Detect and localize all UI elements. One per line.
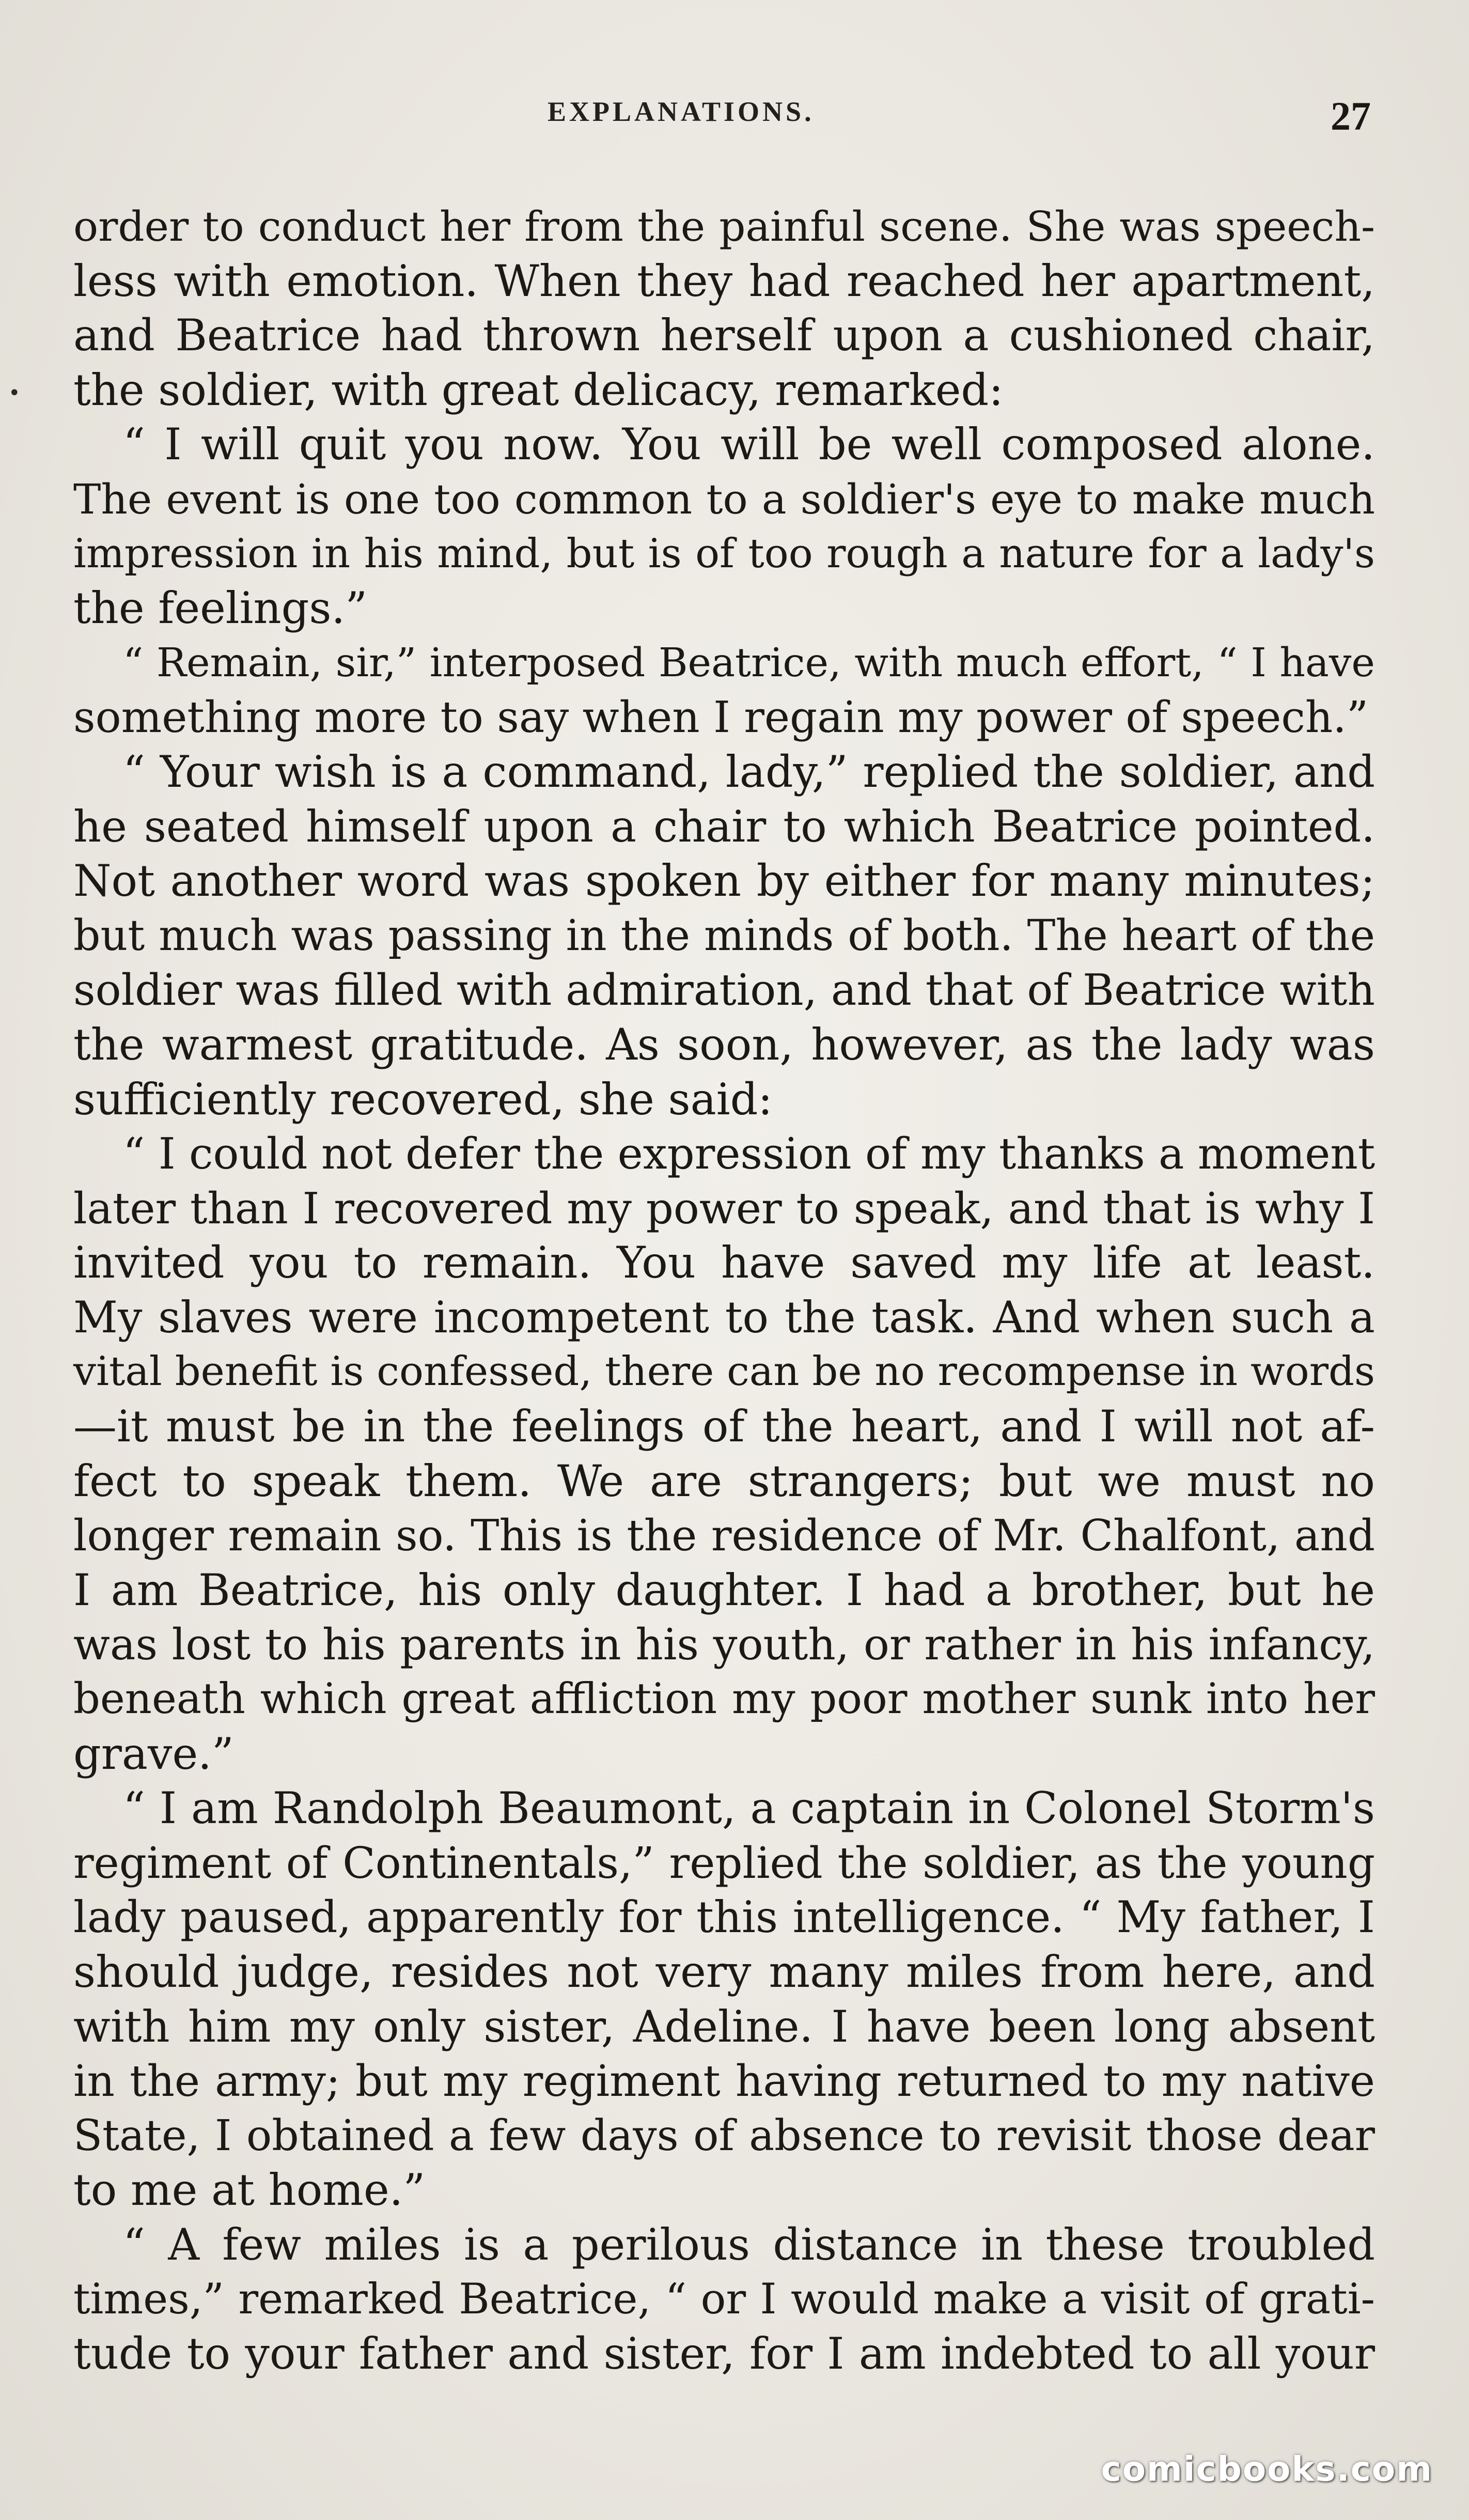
text-line: order to conduct her from the painful scene. She was speech- (73, 203, 1375, 251)
text-line: beneath which great affliction my poor mother sunk into her (73, 1675, 1375, 1724)
text-line: in the army; but my regiment having returned to my native (73, 2056, 1375, 2107)
page-number: 27 (1331, 94, 1371, 138)
body-text (73, 199, 1375, 2382)
text-line: less with emotion. When they had reached her apartment, (73, 255, 1375, 306)
text-line: the soldier, with great delicacy, remarked: (73, 364, 1004, 415)
text-line: I am Beatrice, his only daughter. I had a brother, but he (73, 1564, 1375, 1615)
text-line: the warmest gratitude. As soon, however, as the lady was (73, 1019, 1375, 1070)
text-line: fect to speak them. We are strangers; but we must no (73, 1455, 1375, 1506)
text-line: vital benefit is confessed, there can be no recompense in words (73, 1348, 1375, 1395)
running-head: EXPLANATIONS. (548, 96, 815, 127)
text-line: should judge, resides not very many miles from here, and (73, 1947, 1375, 1997)
text-line: —it must be in the feelings of the heart, and I will not af- (73, 1401, 1375, 1452)
text-line: sufficiently recovered, she said: (73, 1074, 773, 1125)
text-line: the feelings.” (73, 583, 368, 634)
text-line: longer remain so. This is the residence of Mr. Chalfont, and (73, 1511, 1375, 1561)
text-line: and Beatrice had thrown herself upon a cushioned chair, (73, 310, 1375, 361)
text-line: to me at home.” (73, 2165, 426, 2216)
text-line: “ I am Randolph Beaumont, a captain in Colonel Storm's (123, 1783, 1375, 1834)
text-line: “ I will quit you now. You will be well composed alone. (123, 419, 1375, 470)
text-line: The event is one too common to a soldier's eye to make much (73, 475, 1375, 523)
text-line: lady paused, apparently for this intelligence. “ My father, I (73, 1892, 1375, 1943)
text-line: “ A few miles is a perilous distance in these troubled (123, 2219, 1375, 2270)
text-line: he seated himself upon a chair to which Beatrice pointed. (73, 801, 1375, 852)
text-line: times,” remarked Beatrice, “ or I would make a visit of grati- (73, 2275, 1375, 2324)
text-line: later than I recovered my power to speak, and that is why I (73, 1183, 1375, 1234)
text-line: State, I obtained a few days of absence to revisit those dear (73, 2111, 1375, 2160)
text-line: soldier was filled with admiration, and that of Beatrice with (73, 965, 1375, 1016)
text-line: Not another word was spoken by either for many minutes; (73, 855, 1375, 907)
text-line: tude to your father and sister, for I am indebted to all your (73, 2328, 1375, 2379)
text-line: invited you to remain. You have saved my life at least. (73, 1237, 1375, 1288)
text-line: “ Remain, sir,” interposed Beatrice, with much effort, “ I have (123, 640, 1375, 686)
text-line: My slaves were incompetent to the task. And when such a (73, 1292, 1375, 1343)
text-line: but much was passing in the minds of both. The heart of the (73, 911, 1375, 960)
text-line: “ Your wish is a command, lady,” replied the soldier, and (123, 746, 1375, 797)
text-line: regiment of Continentals,” replied the soldier, as the young (73, 1838, 1375, 1888)
margin-mark: • (8, 381, 21, 405)
text-line: with him my only sister, Adeline. I have been long absent (73, 2001, 1375, 2052)
text-line: something more to say when I regain my power of speech.” (73, 692, 1369, 743)
text-line: grave.” (73, 1728, 234, 1779)
text-line: impression in his mind, but is of too rough a nature for a lady's (73, 530, 1375, 577)
watermark-logo: comicbooks.com (1101, 2449, 1433, 2489)
text-line: was lost to his parents in his youth, or rather in his infancy, (73, 1620, 1375, 1670)
text-line: “ I could not defer the expression of my thanks a moment (123, 1129, 1376, 1179)
